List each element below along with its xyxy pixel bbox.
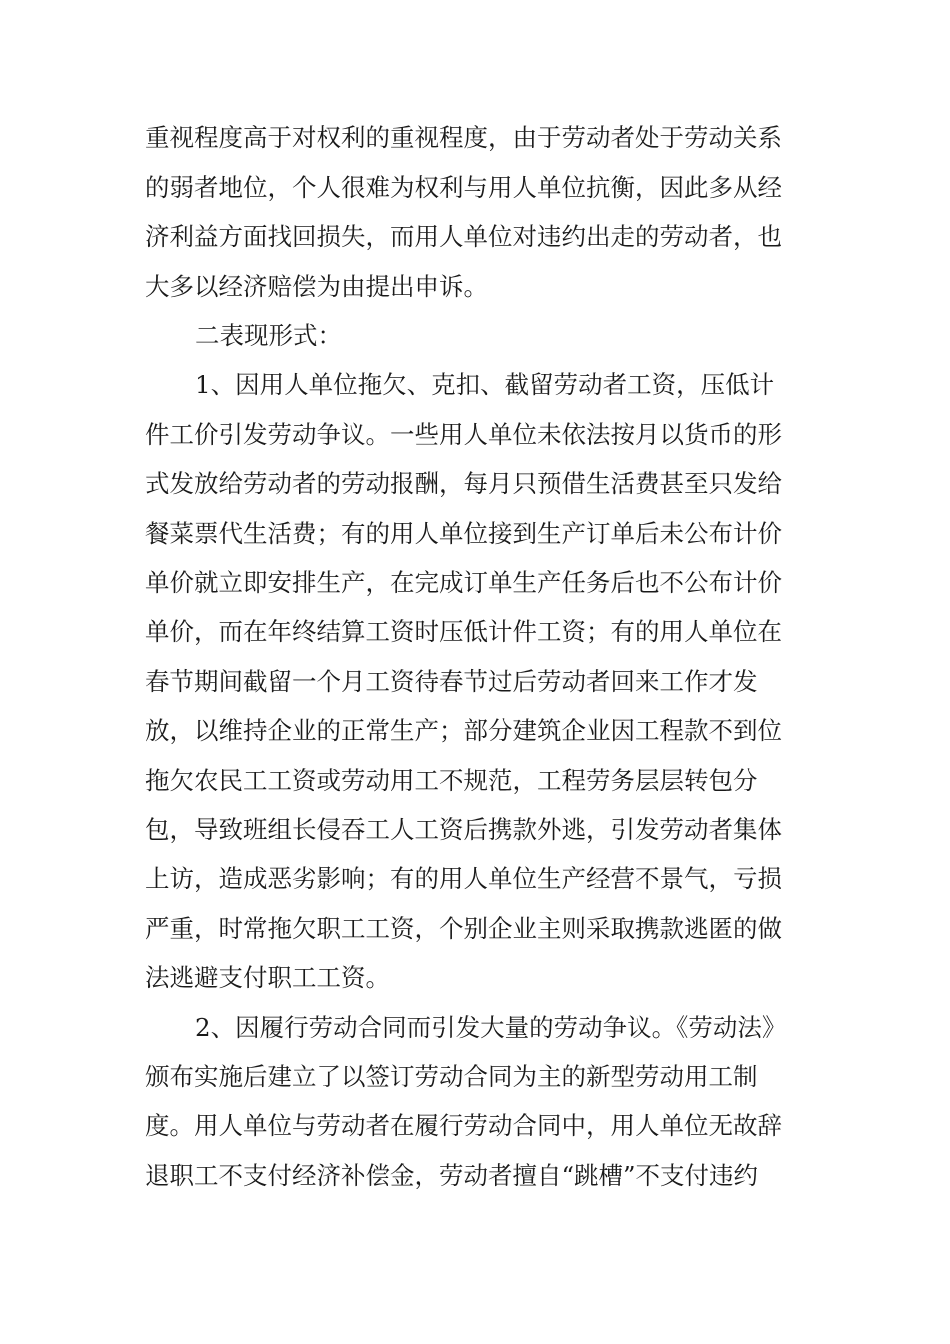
text-line: 严重，时常拖欠职工工资，个别企业主则采取携款逃匿的做 <box>145 914 782 943</box>
text-line: 包，导致班组长侵吞工人工资后携款外逃，引发劳动者集体 <box>145 815 782 844</box>
text-line: 法逃避支付职工工资。 <box>145 963 390 992</box>
text-line: 单价，而在年终结算工资时压低计件工资；有的用人单位在 <box>145 617 782 646</box>
text-line: 颁布实施后建立了以签订劳动合同为主的新型劳动用工制 <box>145 1062 758 1091</box>
text-line: 2、因履行劳动合同而引发大量的劳动争议。《劳动法》 <box>195 1013 787 1042</box>
text-line: 件工价引发劳动争议。一些用人单位未依法按月以货币的形 <box>145 420 782 449</box>
text-line: 的弱者地位，个人很难为权利与用人单位抗衡，因此多从经 <box>145 173 782 202</box>
text-line: 重视程度高于对权利的重视程度，由于劳动者处于劳动关系 <box>145 123 782 152</box>
text-line: 拖欠农民工工资或劳动用工不规范，工程劳务层层转包分 <box>145 766 758 795</box>
text-line: 单价就立即安排生产，在完成订单生产任务后也不公布计价 <box>145 568 782 597</box>
text-line: 度。用人单位与劳动者在履行劳动合同中，用人单位无故辞 <box>145 1111 782 1140</box>
text-line: 餐菜票代生活费；有的用人单位接到生产订单后未公布计价 <box>145 519 782 548</box>
text-line: 式发放给劳动者的劳动报酬，每月只预借生活费甚至只发给 <box>145 469 782 498</box>
text-line: 退职工不支付经济补偿金，劳动者擅自“跳槽”不支付违约 <box>145 1161 759 1190</box>
text-line: 上访，造成恶劣影响；有的用人单位生产经营不景气，亏损 <box>145 864 782 893</box>
text-line: 春节期间截留一个月工资待春节过后劳动者回来工作才发 <box>145 667 758 696</box>
text-line: 放，以维持企业的正常生产；部分建筑企业因工程款不到位 <box>145 716 782 745</box>
text-line: 大多以经济赔偿为由提出申诉。 <box>145 272 488 301</box>
text-line: 济利益方面找回损失，而用人单位对违约出走的劳动者，也 <box>145 222 782 251</box>
section-heading: 二表现形式： <box>195 321 342 350</box>
text-line: 1、因用人单位拖欠、克扣、截留劳动者工资，压低计 <box>195 370 775 399</box>
